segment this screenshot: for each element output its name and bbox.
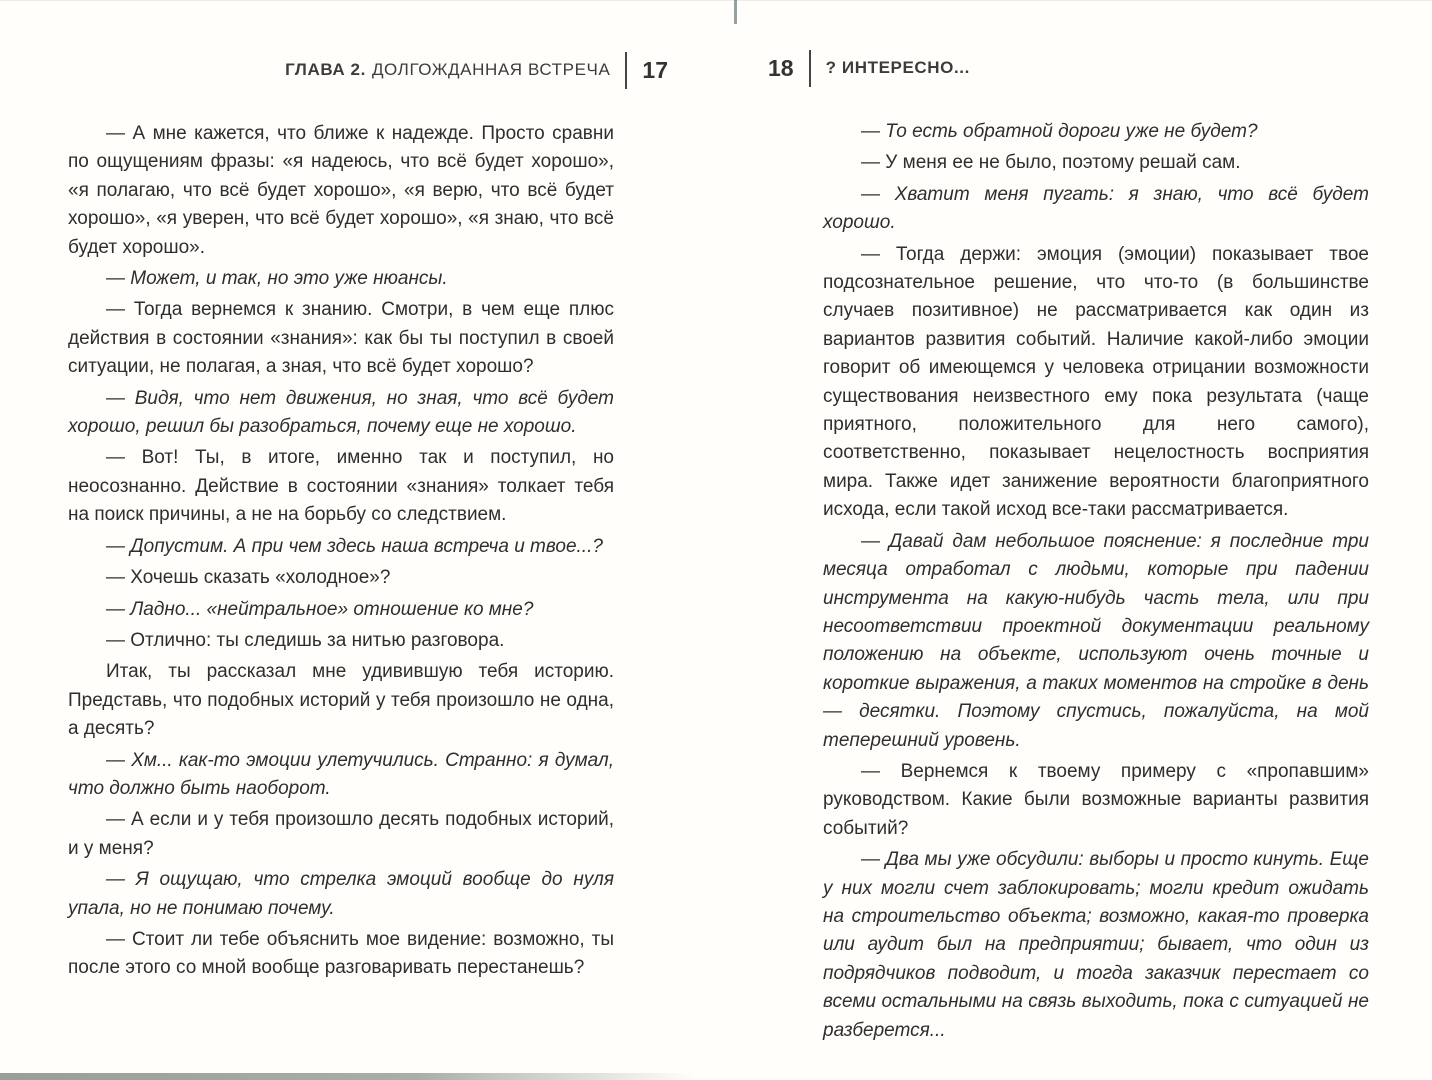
paragraph: — Допустим. А при чем здесь наша встреча и твое...? (106, 535, 603, 557)
chapter-title: ДОЛГОЖДАННАЯ ВСТРЕЧА (371, 60, 611, 79)
paragraph: — Вот! Ты, в итоге, именно так и поступил, но неосознанно. Действие в состоянии «знания» толкает тебя на поиск причины, а не на борьбу со следствием. (68, 447, 614, 526)
paragraph: — Вернемся к твоему примеру с «пропавшим» руководством. Какие были возможные варианты развития событий? (823, 760, 1369, 839)
paragraph: Итак, ты рассказал мне удивившую тебя историю. Представь, что подобных историй у тебя произошло не одна, а десять? (68, 661, 614, 740)
page-number-left: 17 (642, 56, 668, 83)
header-divider (625, 52, 627, 89)
running-title: ? ИНТЕРЕСНО... (825, 58, 970, 77)
chapter-label: ГЛАВА 2. (285, 60, 366, 79)
scan-edge-bottom (0, 1073, 695, 1080)
paragraph: — А если и у тебя произошло десять подобных историй, и у меня? (68, 809, 614, 859)
paragraph: — Отлично: ты следишь за нитью разговора. (106, 629, 505, 651)
paragraph: — Два мы уже обсудили: выборы и просто кинуть. Еще у них могли счет заблокировать; могли кредит ожидать на строительство объекта; возможно, какая-то проверка или аудит был на предприятии; бывает, что один из подрядчиков подводит, и тогда заказчик перестает со всеми остальными на связь выходить, пока с ситуацией не разберется... (823, 849, 1369, 1041)
page-number-right: 18 (768, 54, 794, 81)
page-left-body (68, 120, 614, 986)
scan-gutter-mark (734, 0, 737, 24)
paragraph: — Видя, что нет движения, но зная, что всё будет хорошо, решил бы разобраться, почему еще не хорошо. (68, 387, 614, 438)
running-header-left (68, 50, 668, 90)
paragraph: — То есть обратной дороги уже не будет? (861, 121, 1258, 142)
running-header-right (768, 48, 970, 88)
scan-edge-top (0, 0, 1432, 1)
paragraph: — Хм... как-то эмоции улетучились. Странно: я думал, что должно быть наоборот. (68, 749, 614, 799)
paragraph: — Хочешь сказать «холодное»? (106, 567, 391, 589)
header-divider (809, 50, 811, 87)
chapter-heading (285, 60, 610, 80)
paragraph: — Давай дам небольшое пояснение: я последние три месяца отработал с людьми, которые при падении инструмента на какую-нибудь часть тела, или при несоответствии проектной документации реальному положению на объекте, используют очень точные и короткие выражения, а таких моментов на стройке в день — десятки. Поэтому спустись, пожалуйста, на мой теперешний уровень. (823, 530, 1369, 751)
paragraph: — Может, и так, но это уже нюансы. (106, 268, 448, 290)
paragraph: — Тогда вернемся к знанию. Смотри, в чем еще плюс действия в состоянии «знания»: как бы ты поступил в своей ситуации, не полагая, а зная, что всё будет хорошо? (68, 299, 614, 378)
paragraph: — Стоит ли тебе объяснить мое видение: возможно, ты после этого со мной вообще разговаривать перестанешь? (68, 928, 614, 979)
paragraph: — Я ощущаю, что стрелка эмоций вообще до нуля упала, но не понимаю почему. (68, 869, 614, 919)
paragraph: — Хватит меня пугать: я знаю, что всё будет хорошо. (823, 183, 1369, 234)
paragraph: — Ладно... «нейтральное» отношение ко мне? (106, 598, 534, 620)
paragraph: — У меня ее не было, поэтому решай сам. (861, 152, 1241, 174)
paragraph: — Тогда держи: эмоция (эмоции) показывает твое подсознательное решение, что что-то (в большинстве случаев позитивное) не рассматривается как один из вариантов развития событий. Наличие какой-либо эмоции говорит об имеющемся у человека отрицании возможности существования неизвестного ему пока результата (чаще приятного, положительного для него самого), соответственно, показывает нецелостность восприятия мира. Также идет занижение вероятности благоприятного исхода, если такой исход все-таки рассматривается. (823, 243, 1369, 521)
paragraph: — А мне кажется, что ближе к надежде. Просто сравни по ощущениям фразы: «я надеюсь, что всё будет хорошо», «я полагаю, что всё будет хорошо», «я верю, что всё будет хорошо», «я уверен, что всё будет хорошо», «я знаю, что всё будет хорошо». (68, 123, 614, 258)
page-right-body (823, 118, 1369, 1048)
